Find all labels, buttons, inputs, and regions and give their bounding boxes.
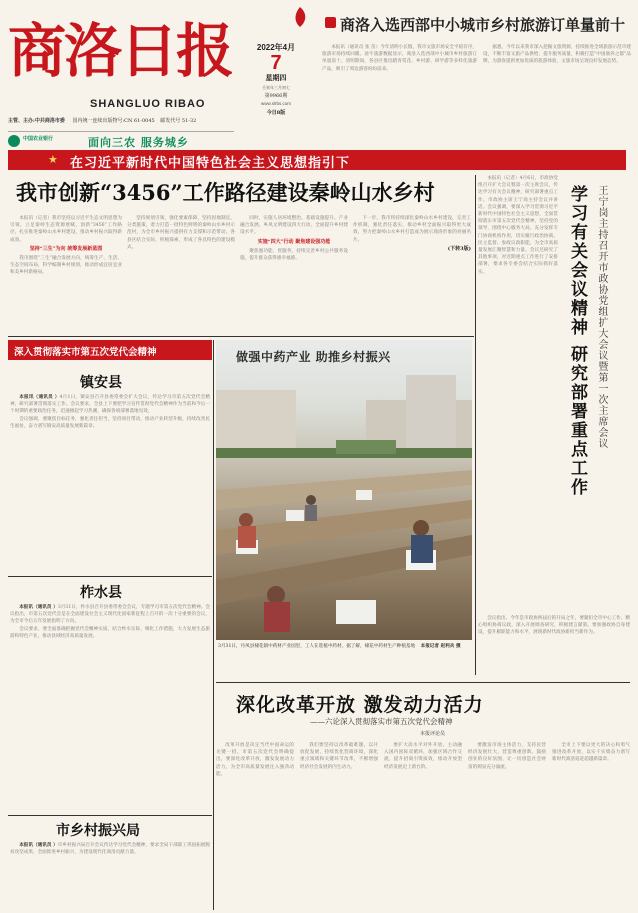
main-subhead-2: 实施“四大”行动 聚焦建设强功能 (257, 238, 331, 245)
commentary-byline: 本报评论员 (420, 731, 446, 737)
bank-slogan: 面向三农 服务城乡 (88, 136, 189, 149)
county-3-text: 本报讯（通讯员 ）市乡村振兴局召开会议传达学习党代会精神，要求全局干部职工巩固拓展脱贫攻坚成果，全面推进乡村振兴，为建设现代化商洛贡献力量。 (10, 843, 210, 856)
section-title-bar (8, 340, 212, 360)
commentary-col-5: 全市上下要以更大的决心和勇气推进改革开放，以实干实绩奋力谱写新时代商洛追赶超越新篇章。 (552, 743, 630, 763)
photo-feature (216, 340, 472, 672)
lead-icon (325, 17, 336, 28)
date-box (236, 14, 316, 124)
county-1-title[interactable]: 镇安县 (80, 375, 122, 391)
banner-text: 在习近平新时代中国特色社会主义思想指引下 (70, 156, 351, 171)
banner (8, 150, 626, 170)
photo-credit: 本报记者 赵利兵 摄 (420, 644, 461, 649)
sponsor-extra: 邮发代号 51-32 (160, 118, 197, 124)
masthead-pinyin: SHANGLUO RIBAO (90, 98, 206, 110)
divider-vertical-left (213, 340, 214, 910)
sponsor: 主管、主办:中共商洛市委 (8, 118, 65, 124)
divider-county-1 (8, 576, 212, 577)
commentary-col-4: 要激发市场主体活力，支持民营经济发展壮大，营造尊重创新、鼓励创业的良好氛围，让一切创造社会财富的源泉充分涌流。 (468, 743, 546, 770)
cn-number: 国内统一连续出版物号:CN 61-0045 (72, 118, 155, 124)
date-year-month: 2022年4月 (256, 43, 296, 52)
commentary-col-1: 改革开放是决定当代中国命运的关键一招。市第五次党代会明确提出，要深化改革开放，激发发展动力活力，为全市高质量发展注入强劲动能。 (216, 743, 294, 777)
website[interactable]: www.slrbs.com (260, 101, 291, 106)
county-2-text: 本报讯（通讯员 ）3月31日，柞水县召开县委常委会会议，专题学习市第五次党代会精神。会议指出，市第五次党代会是在全面建设社会主义现代化国家新征程上召开的一次十分重要的会议，为全市今后五年发展指明了方向。 会议要求，要全面准确把握党代会精神实质，结合柞水实际，细化工作措施，大力发展生态旅游和特色产业，推动县域经济高质量发展。 (10, 605, 210, 639)
main-continued[interactable]: (下转3版) (447, 245, 471, 252)
county-3-byline: 本报讯（通讯员 ） (19, 843, 58, 848)
main-story-col-3: 同时，实施人居环境整治、基础设施提升、产业融合发展、乡风文明建设四大行动，全面提升乡村建设水平。 实施“四大”行动 聚焦建设强功能 聚焦强功能、优服务，持续完善乡村公共服务设施，提升群众获得感幸福感。 (240, 216, 348, 262)
date-day: 7 (270, 52, 282, 74)
right-vertical-headline-1[interactable]: 学习有关会议精神 研究部署重点工作 (567, 185, 587, 497)
divider-horizontal-2 (216, 682, 630, 683)
lead-story-text-2: 据悉，今年以来我市深入挖掘文旅资源，持续推进全域旅游示范市建设，不断丰富文旅产品供给，提升服务质量，积极打造“中国康养之都”品牌，为游客提供更加优质的旅游体验，文旅市场呈现良好发展态势。 (483, 45, 631, 65)
main-subhead-1: 坚持“三生”为向 统筹发展新蓝图 (29, 245, 103, 252)
commentary-subhead: ——六论深入贯彻落实市第五次党代会精神 (310, 717, 453, 726)
sponsor-line (8, 117, 196, 124)
photo-title: 做强中药产业 助推乡村振兴 (236, 350, 391, 364)
photo-caption: 3月31日，丹凤县棣花镇中药材产业园里，工人在选植中药材。据了解，棣花中药材生产种植基地 (218, 644, 416, 649)
divider-county-2 (8, 815, 212, 816)
photo-caption-box (218, 643, 470, 671)
divider-vertical-right (475, 175, 476, 675)
commentary-col-2: 我们要坚持以改革破难题、以开放促发展，持续优化营商环境，深化重点领域和关键环节改革，不断增强经济社会发展的内生动力。 (300, 743, 378, 770)
lunar-date: 壬寅年三月初七 (262, 85, 290, 90)
right-story-byline: 本报讯（记者）4月6日，市政协党组召开扩大会议暨第一次主席会议，传达学习有关会议精神，研究部署重点工作。市政协主席王宁岗主持会议并讲话。会议强调，要深入学习贯彻习近平新时代中国特色社会主义思想，全面贯彻落实市第五次党代会精神，坚持党的领导，围绕中心服务大局，充分发挥专门协商机构作用，切实履行政治协商、民主监督、参政议政职能，为全市高质量发展汇聚智慧和力量。会议还研究了其他事项，对近期重点工作进行了安排部署，要求各专委会结合实际抓好落实。 (478, 176, 558, 275)
commentary-headline[interactable]: 深化改革开放 激发动力活力 (236, 694, 484, 716)
main-story-col-2: 坚持规划引领，强化要素保障，坚持因地制宜、分类施策，着力打造一批特色鲜明的秦岭山水乡村示范村，为全市乡村振兴提供有力支撑和示范带动。各县区结合实际，积极探索，形成了各具特色的建设模式。 (127, 216, 235, 250)
commentary-col-3: 要扩大高水平对外开放，主动融入国内国际双循环，加强区域合作交流，提升招商引资质效，推动开放型经济发展迈上新台阶。 (384, 743, 462, 770)
bank-logo-icon (8, 135, 20, 147)
divider-horizontal-1 (8, 336, 474, 337)
right-story-body: 会议指出，今年是市政协换届后的开局之年，要紧扣全市中心工作，精心组织协商议政，深入开展调查研究，积极建言献策。要加强政协自身建设，提升履职能力和水平，展现新时代政协新担当新作为。 (478, 616, 630, 636)
right-vertical-headline-2: 王宁岗主持召开市政协党组扩大会议暨第一次主席会议 (596, 185, 607, 449)
county-1-text: 本报讯（通讯员 ）4月1日，镇安县召开县委常委会扩大会议，传达学习市第五次党代会精神，研究部署贯彻落实工作。会议要求，全县上下要把学习宣传贯彻党代会精神作为当前和今后一个时期的重要政治任务，迅速掀起学习热潮，确保各项部署落地见效。 会议强调，要聚焦目标任务，强化责任担当，坚持项目带动，推动产业转型升级，持续改善民生福祉，奋力谱写镇安高质量发展新篇章。 (10, 395, 210, 429)
county-1-byline: 本报讯（通讯员 ） (19, 395, 60, 400)
lead-story-text: 本报讯（通讯员 张 苗）今年清明小长假，我市文旅市场安全平稳有序，旅游市场持续回暖。途牛旅游数据显示，商洛入选西部中小城市乡村旅游订单量前十。清明期间，各县区推出踏青赏花、乡村游、研学游等多样化旅游产品，吸引了周边游客纷纷前来。 (322, 45, 477, 72)
section-title: 深入贯彻落实市第五次党代会精神 (14, 347, 157, 358)
issue-number: 第9966期 (264, 93, 288, 99)
bank-name: 中国农业银行 (23, 136, 54, 142)
main-headline[interactable]: 我市创新“3456”工作路径建设秦岭山水乡村 (16, 180, 435, 205)
lead-headline[interactable]: 商洛入选西部中小城市乡村旅游订单量前十 (340, 16, 626, 34)
masthead (0, 0, 638, 149)
main-story-col-4: 下一步，我市将持续深化秦岭山水乡村建设，完善工作机制，强化责任落实，推动乡村全面振兴取得更大成效，努力把秦岭山水乡村打造成为展示商洛形象的亮丽名片。 (下转3版) (353, 216, 471, 252)
county-2-title[interactable]: 柞水县 (80, 585, 122, 601)
banner-star-left: ★ (48, 153, 58, 166)
county-2-byline: 本报讯（通讯员 ） (19, 605, 58, 610)
main-story-col-1: 本报讯（记者）我市坚持以习近平生态文明思想为引领，立足秦岭生态资源禀赋，创新“3456”工作路径，扎实推进秦岭山水乡村建设，推动乡村振兴取得新成效。 坚持“三生”为向 统筹发展新蓝图 我市围绕“三生”融合发展方向，统筹生产、生活、生态空间布局，科学编制乡村规划，推动形成宜居宜业和美乡村新格局。 (10, 216, 122, 276)
masthead-emblem (290, 6, 310, 28)
masthead-title: 商洛日报 (8, 17, 233, 85)
date-weekday: 星期四 (265, 73, 287, 82)
edition-info: 今日8版 (266, 110, 286, 116)
county-3-title[interactable]: 市乡村振兴局 (56, 823, 140, 839)
photo-image[interactable] (216, 340, 472, 640)
